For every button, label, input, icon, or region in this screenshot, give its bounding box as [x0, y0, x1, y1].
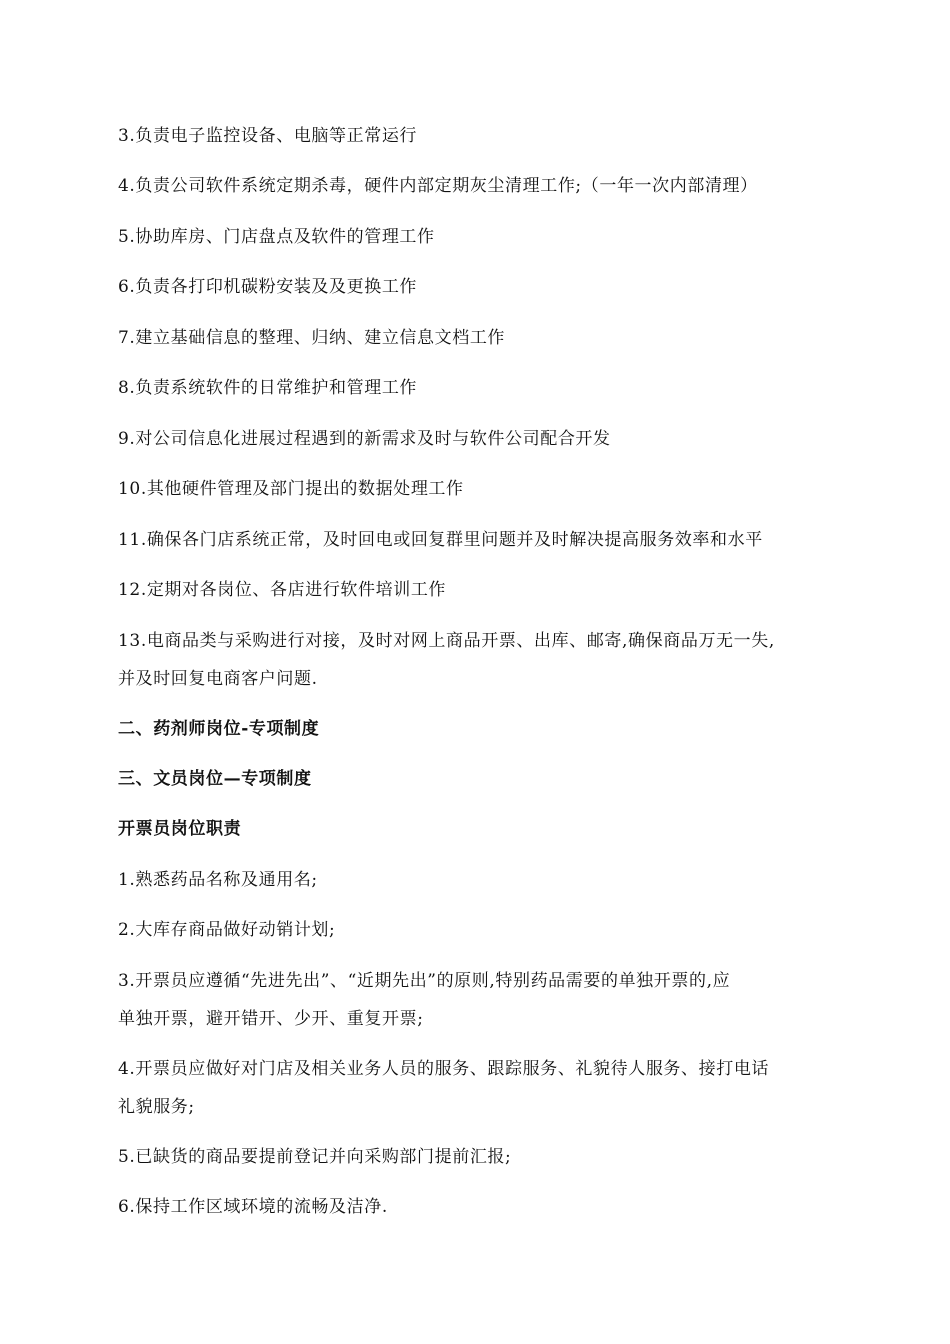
it-duty-5: 5.协助库房、门店盘点及软件的管理工作 — [118, 227, 435, 247]
it-duty-3: 3.负责电子监控设备、电脑等正常运行 — [118, 126, 418, 146]
invoicer-duty-4-line1: 4.开票员应做好对门店及相关业务人员的服务、跟踪服务、礼貌待人服务、接打电话 — [118, 1059, 770, 1079]
heading-invoicer: 开票员岗位职责 — [118, 819, 242, 839]
it-duty-7: 7.建立基础信息的整理、归纳、建立信息文档工作 — [118, 328, 506, 348]
invoicer-duty-2: 2.大库存商品做好动销计划; — [118, 920, 336, 940]
it-duty-6: 6.负责各打印机碳粉安装及及更换工作 — [118, 277, 418, 297]
invoicer-duty-3-line1: 3.开票员应遵循“先进先出”、“近期先出”的原则,特别药品需要的单独开票的,应 — [118, 971, 731, 991]
it-duty-11: 11.确保各门店系统正常，及时回电或回复群里问题并及时解决提高服务效率和水平 — [118, 530, 763, 550]
it-duty-12: 12.定期对各岗位、各店进行软件培训工作 — [118, 580, 447, 600]
invoicer-duty-4-line2: 礼貌服务; — [118, 1097, 195, 1117]
it-duty-13-line1: 13.电商品类与采购进行对接，及时对网上商品开票、出库、邮寄,确保商品万无一失, — [118, 631, 775, 651]
invoicer-duty-3-line2: 单独开票，避开错开、少开、重复开票; — [118, 1009, 424, 1029]
heading-clerk: 三、文员岗位—专项制度 — [118, 769, 312, 789]
invoicer-duty-6: 6.保持工作区域环境的流畅及洁净. — [118, 1197, 388, 1217]
it-duty-8: 8.负责系统软件的日常维护和管理工作 — [118, 378, 418, 398]
invoicer-duty-5: 5.已缺货的商品要提前登记并向采购部门提前汇报; — [118, 1147, 512, 1167]
it-duty-13-line2: 并及时回复电商客户问题. — [118, 669, 318, 689]
it-duty-9: 9.对公司信息化进展过程遇到的新需求及时与软件公司配合开发 — [118, 429, 611, 449]
it-duty-4: 4.负责公司软件系统定期杀毒，硬件内部定期灰尘清理工作;（一年一次内部清理） — [118, 176, 758, 196]
heading-pharmacist: 二、药剂师岗位-专项制度 — [118, 719, 320, 739]
invoicer-duty-1: 1.熟悉药品名称及通用名; — [118, 870, 318, 890]
it-duty-10: 10.其他硬件管理及部门提出的数据处理工作 — [118, 479, 464, 499]
